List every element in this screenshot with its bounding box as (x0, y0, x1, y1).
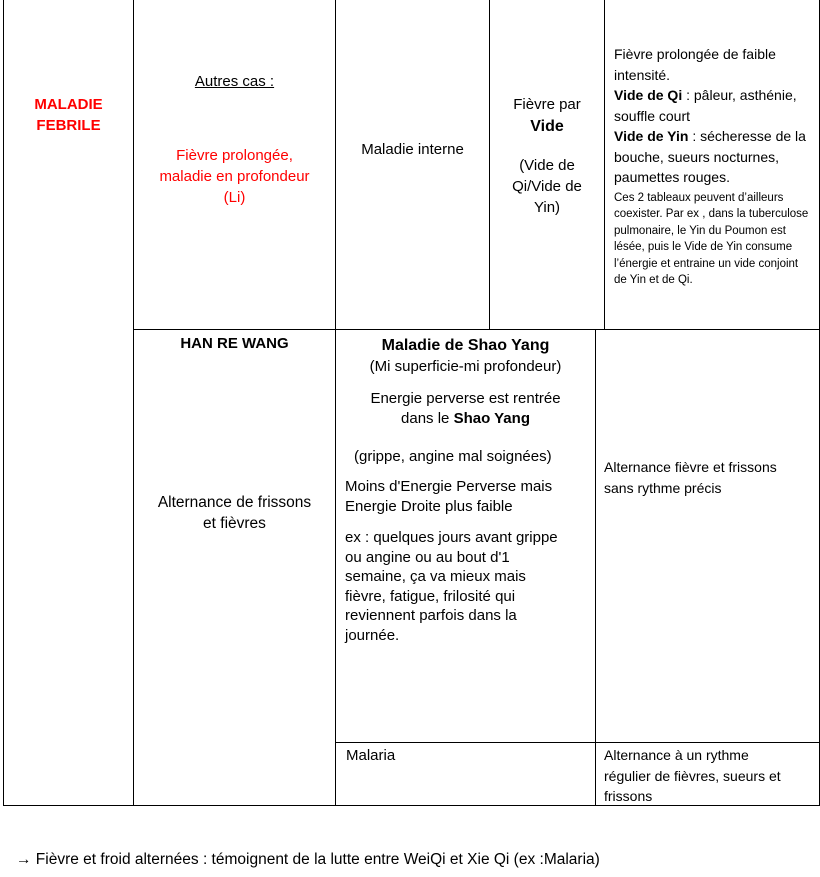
shaoyang-p4-line-4: fièvre, fatigue, frilosité qui (345, 587, 516, 605)
malaria-cell (346, 745, 586, 766)
row1-col2 (134, 71, 335, 208)
malaria-text: Malaria (346, 747, 396, 764)
coexist-note: Ces 2 tableaux peuvent d’ailleurs coexister. Par ex , dans la tuberculose pulmonaire, le Yin du Poumon est lésée, puis le Vide de Yin consume l’énergie et entraine un vide conjoint de Yin et de Qi. (614, 191, 809, 286)
other-cases-line-3: (Li) (223, 189, 246, 206)
shaoyang-cell (336, 335, 595, 645)
col-divider-4a (604, 0, 605, 329)
shaoyang-p3 (336, 477, 595, 517)
shaoyang-p4-line-1: ex : quelques jours avant grippe (345, 529, 558, 546)
vide-yin-line (614, 126, 814, 188)
vide-qi-text: : pâleur, asthénie, souffle court (614, 87, 797, 124)
shaoyang-p4-line-5: reviennent parfois dans la (345, 607, 517, 624)
shaoyang-p1-a: Energie perverse est rentrée (370, 390, 561, 407)
shaoyang-p1-bold: Shao Yang (453, 410, 530, 427)
shaoyang-p3-line-1: Moins d'Energie Perverse mais (345, 478, 553, 495)
row-divider-1 (133, 329, 820, 330)
shaoyang-subtitle: (Mi superficie-mi profondeur) (369, 358, 562, 375)
other-cases-heading: Autres cas : (194, 73, 275, 90)
category-line-2: FEBRILE (36, 117, 101, 134)
internal-disease (336, 139, 489, 160)
footer-text: Fièvre et froid alternées : témoignent de la lutte entre WeiQi et Xie Qi (ex :Malaria) (31, 851, 600, 868)
fever-by-void-line-3: (Vide de (519, 157, 575, 174)
shaoyang-p4-line-6: journée. (345, 626, 400, 644)
shaoyang-description (604, 457, 816, 498)
fever-void-intro: Fièvre prolongée de faible intensité. (614, 46, 776, 83)
shaoyang-p4-line-2: ou angine ou au bout d'1 (345, 548, 510, 566)
shaoyang-p2: (grippe, angine mal soignées) (354, 448, 552, 465)
alternation-line-1: Alternance de frissons (157, 494, 312, 511)
malaria-description (604, 745, 816, 807)
internal-disease-text: Maladie interne (361, 141, 464, 158)
category-line-1: MALADIE (34, 96, 103, 113)
other-cases-line-1: Fièvre prolongée, (176, 147, 293, 164)
han-re-wang-text: HAN RE WANG (180, 335, 289, 352)
malaria-desc-line-2: régulier de fièvres, sueurs et (604, 767, 781, 784)
malaria-desc-line-3: frissons (604, 788, 653, 804)
fever-by-void-line-5: Yin) (533, 199, 561, 216)
col-divider-4b (595, 329, 596, 806)
vide-yin-label: Vide de Yin (614, 128, 689, 144)
other-cases-line-2: maladie en profondeur (159, 168, 310, 185)
alternation-label (134, 492, 335, 534)
shaoyang-p3-line-2: Energie Droite plus faible (345, 498, 513, 515)
shaoyang-p1-b (336, 409, 595, 429)
shaoyang-p4 (336, 528, 595, 645)
shaoyang-desc-line-2: sans rythme précis (604, 479, 722, 496)
shaoyang-desc-line-1: Alternance fièvre et frissons (604, 459, 777, 475)
fever-by-void-bold: Vide (530, 118, 564, 135)
row-divider-2 (335, 742, 820, 743)
category-label (4, 94, 133, 136)
shaoyang-title: Maladie de Shao Yang (381, 337, 550, 354)
arrow-icon: → (16, 851, 32, 868)
alternation-line-2: et fièvres (203, 515, 266, 532)
vide-yin-text: : sécheresse de la bouche, sueurs nocturnes, paumettes rouges. (614, 128, 806, 185)
fever-void-description (614, 44, 814, 289)
malaria-desc-line-1: Alternance à un rythme (604, 747, 749, 763)
fever-by-void-line-1: Fièvre par (513, 96, 581, 113)
vide-qi-line (614, 85, 814, 126)
fever-by-void-line-4: Qi/Vide de (512, 178, 582, 195)
other-cases-red (134, 145, 335, 208)
footer-note (16, 849, 816, 870)
shaoyang-p4-line-3: semaine, ça va mieux mais (345, 568, 526, 585)
vide-qi-label: Vide de Qi (614, 87, 683, 103)
han-re-wang-heading (134, 333, 335, 354)
fever-by-void (490, 94, 604, 218)
shaoyang-p1-b-text: dans le (401, 410, 454, 427)
